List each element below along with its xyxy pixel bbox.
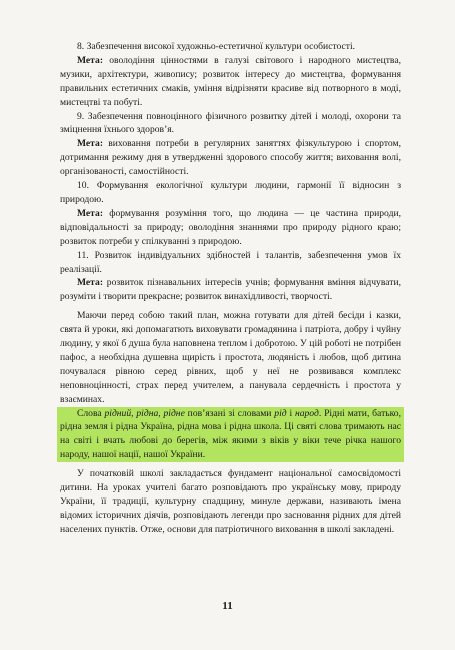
item-10 bbox=[60, 179, 401, 207]
item-8 bbox=[60, 40, 401, 54]
words-post: . Рідні мати, батько, рідна земля і рідна Україна, рідна мова і рідна школа. Ці святі слова тримають нас на світі і вчать любові до берегів, між якими з віків у віки тече річка нашого народу, нашої нації, нашої України. bbox=[60, 407, 402, 461]
goal-10-text: формування розуміння того, що людина — це частина природи, відповідальності за природу; оволодіння знаннями про природу рідного краю; розвиток потреби у спілкуванні з природою. bbox=[60, 207, 401, 247]
words-mid-2: і bbox=[286, 407, 295, 419]
paragraph-plan-text: Маючи перед собою такий план, можна готувати для дітей бесіди і казки, свята й уроки, які допомагатють виховувати громадянина і патріота, добру і чуйну людину, у якої б душа була наповнена теплом і добротою. У цій роботі не потрібен пафос, а необхідна душевна щирість і простота, людяність і любов, щоб дитина почувалася рівною серед рівних, щоб у неї не розвивався комплекс неповноцінності, страх перед учителем, а панувала сердечність і простота у взаєминах. bbox=[60, 310, 401, 405]
goal-11 bbox=[60, 276, 401, 304]
item-11-text: 11. Розвиток індивідуальних здібностей і талантів, забезпечення умов їх реалізації. bbox=[60, 249, 401, 275]
words-pre: Слова bbox=[77, 407, 105, 419]
goal-9 bbox=[60, 137, 401, 179]
goal-label: Мета: bbox=[77, 138, 104, 150]
goal-10 bbox=[60, 207, 401, 249]
goal-label: Мета: bbox=[77, 54, 104, 66]
words-mid-1: пов’язані зі словами bbox=[184, 407, 275, 419]
paragraph-school bbox=[60, 467, 401, 537]
item-9-text: 9. Забезпечення повноцінного фізичного розвитку дітей і молоді, охорони та зміцнення їхнього здоров’я. bbox=[60, 110, 401, 136]
goal-11-text: розвиток пізнавальних інтересів учнів; формування вміння відчувати, розуміти і творити прекрасне; розвиток винахідливості, творчості. bbox=[60, 277, 401, 303]
item-11 bbox=[60, 249, 401, 277]
words-italic-1: рідний, рідна, рідне bbox=[104, 407, 185, 419]
goal-9-text: виховання потреби в регулярних заняттях фізкультурою і спортом, дотримання режиму дня в утвердженні здорового способу життя; виховання волі, організованості, самостійності. bbox=[60, 138, 401, 178]
goal-label: Мета: bbox=[77, 207, 104, 219]
item-10-text: 10. Формування екологічної культури людини, гармонії її відносин з природою. bbox=[60, 180, 401, 205]
goal-8 bbox=[60, 54, 401, 110]
paragraph-school-text: У початковій школі закладається фундамент національної самосвідомості дитини. На уроках учителі багато розповідають про українську мову, природу України, її традиції, культурну спадщину, минуле держави, називають імена відомих історичних діячів, розповідають легенди про засновання рідних для дітей населених пунктів. Отже, основи для патріотичного виховання в школі закладені. bbox=[60, 468, 401, 535]
paragraph-plan bbox=[60, 309, 401, 406]
paragraph-native-words bbox=[57, 407, 404, 463]
goal-8-text: оволодіння цінностями в галузі світового і народного мистецтва, музики, архітектури, живопису; розвиток інтересу до мистецтва, формування правильних естетичних смаків, уміння відрізняти красиве від потворного в моді, мистецтві та побуті. bbox=[60, 54, 401, 108]
item-8-text: 8. Забезпечення високої художньо-естетичної культури особистості. bbox=[77, 41, 356, 52]
item-9 bbox=[60, 110, 401, 138]
goal-label: Мета: bbox=[77, 277, 104, 289]
words-italic-3: народ bbox=[294, 407, 319, 419]
words-italic-2: рід bbox=[274, 407, 287, 419]
page-number: 11 bbox=[222, 600, 233, 612]
